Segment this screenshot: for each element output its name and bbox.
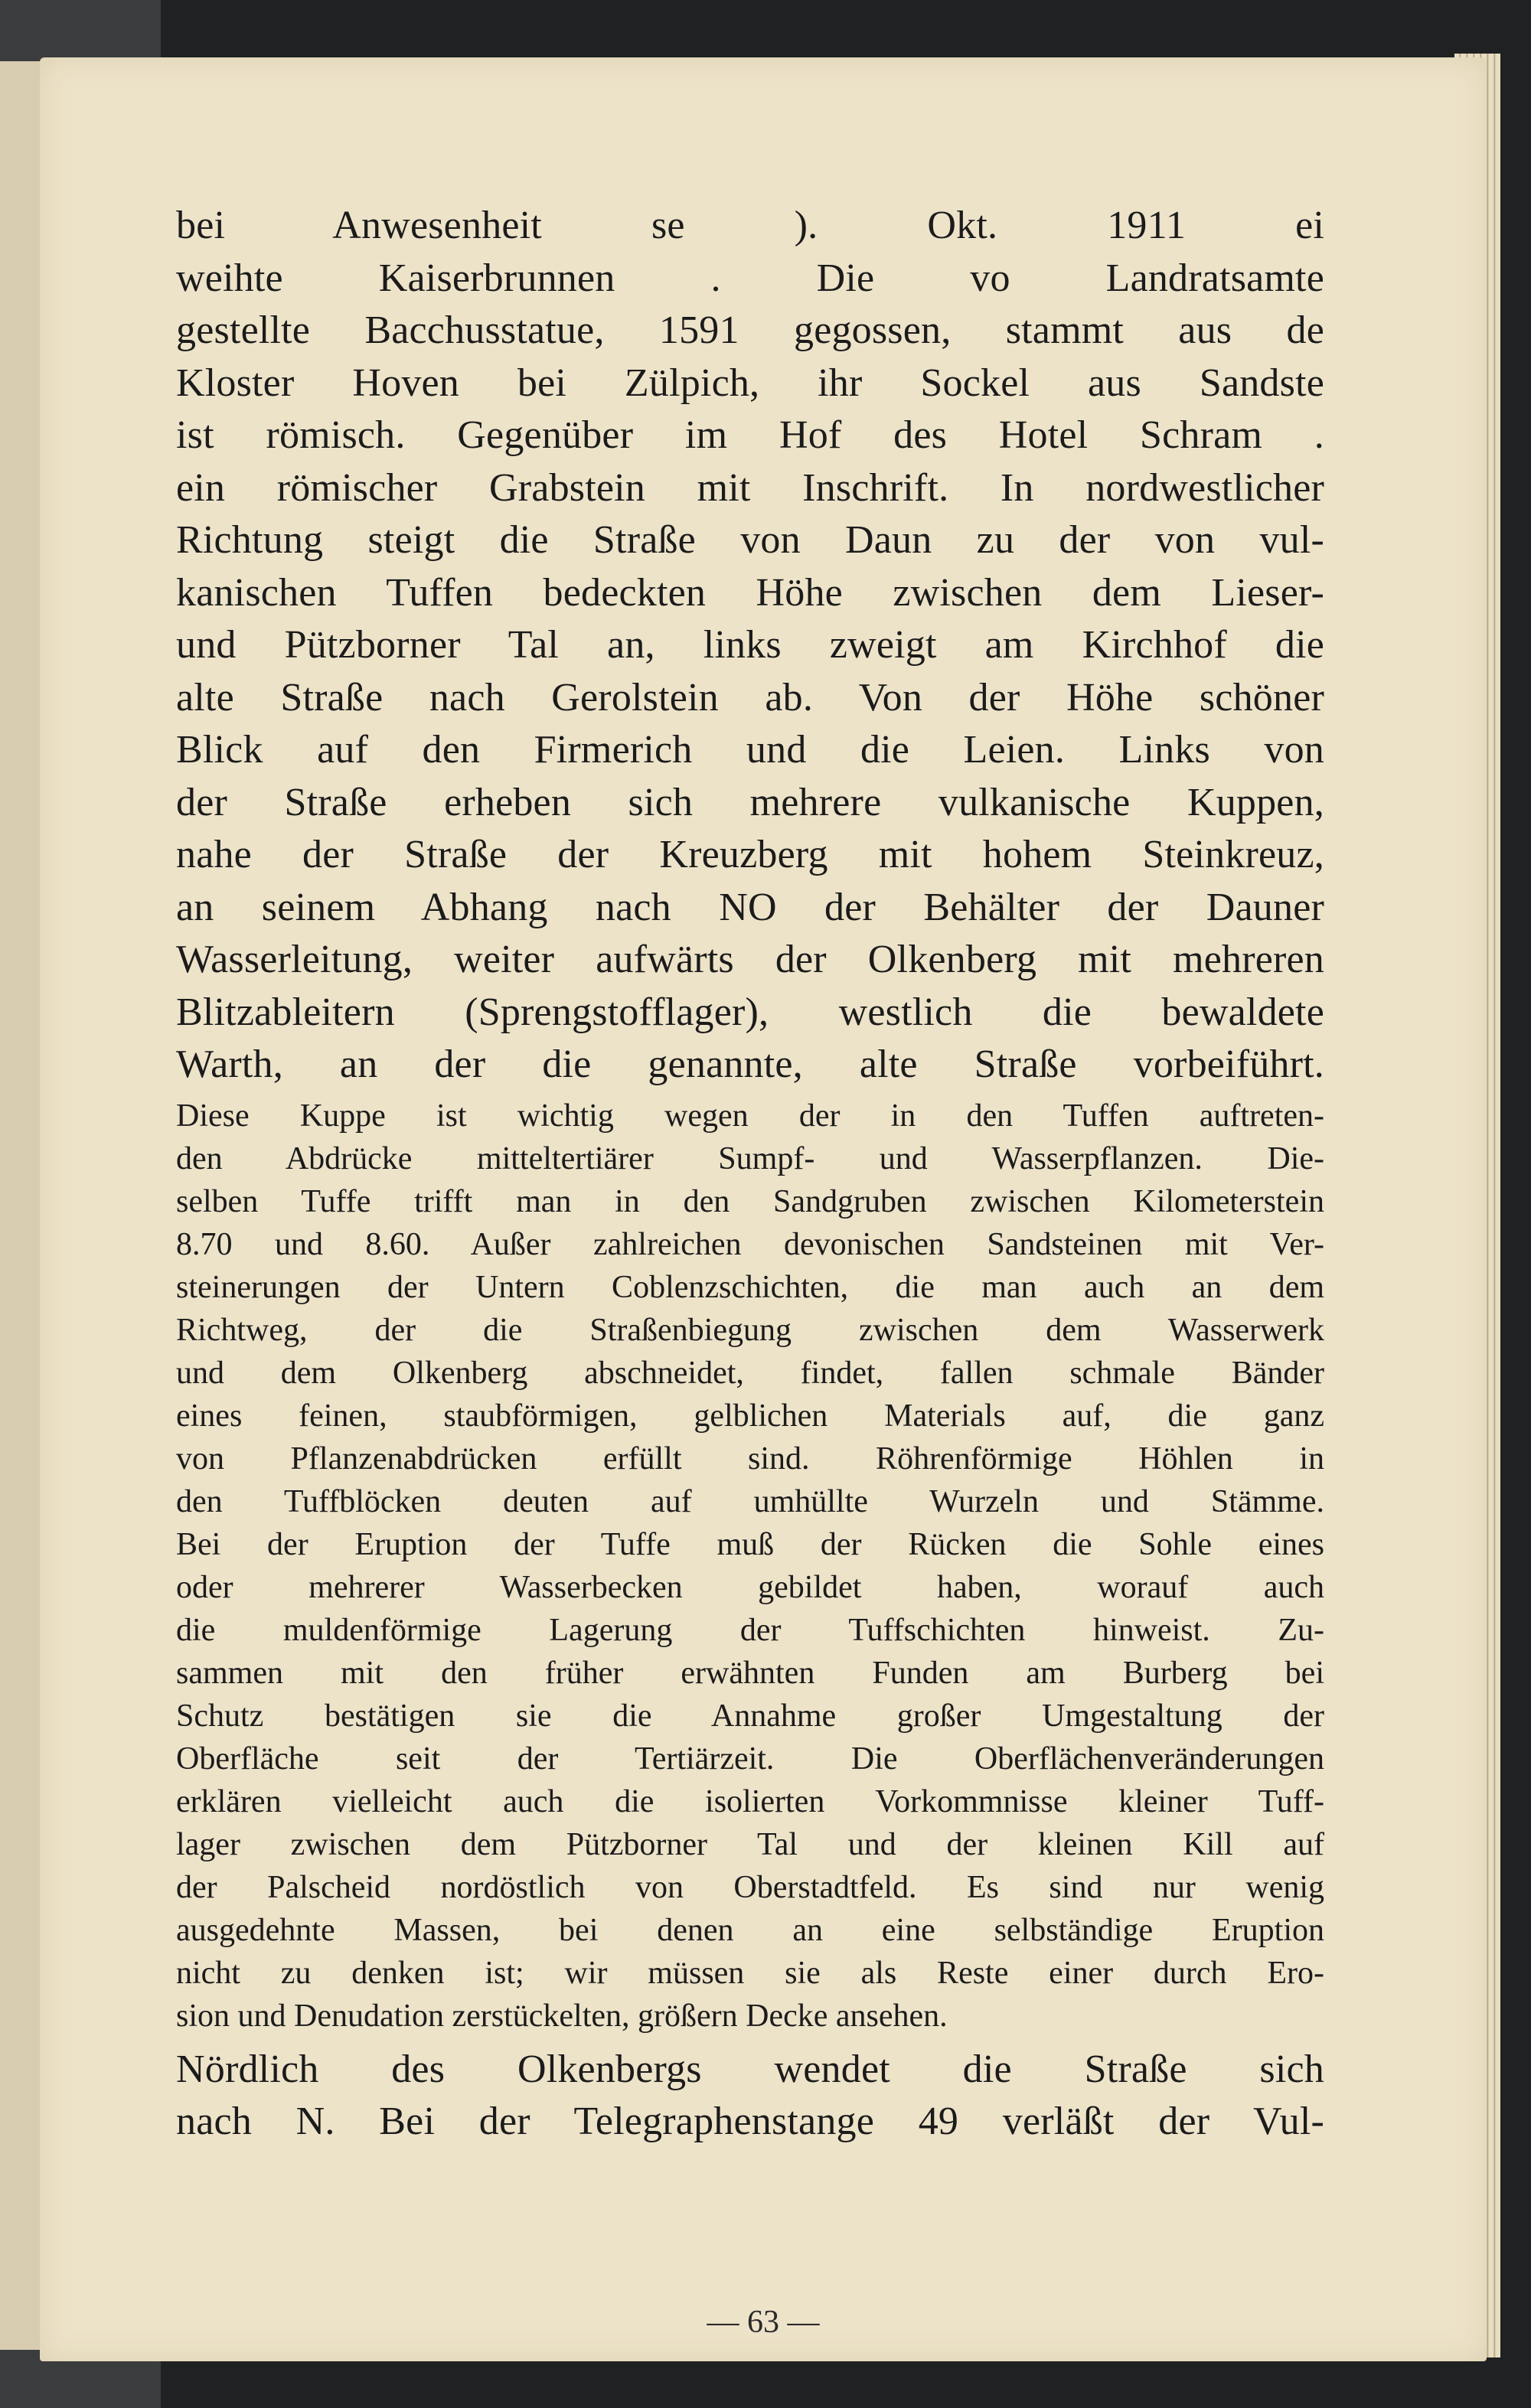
book-page: [40, 57, 1487, 2361]
note-line: Schutz bestätigen sie die Annahme großer Umgestaltung der: [176, 1698, 1324, 1734]
text-line: der Straße erheben sich mehrere vulkanische Kuppen,: [176, 780, 1324, 824]
text-line: Kloster Hoven bei Zülpich, ihr Sockel aus Sandste: [176, 361, 1324, 405]
note-line: Diese Kuppe ist wichtig wegen der in den Tuffen auftreten-: [176, 1098, 1324, 1134]
note-line: Richtweg, der die Straßenbiegung zwischen dem Wasserwerk: [176, 1312, 1324, 1348]
note-line: die muldenförmige Lagerung der Tuffschichten hinweist. Zu-: [176, 1612, 1324, 1648]
note-line: selben Tuffe trifft man in den Sandgruben zwischen Kilometerstein: [176, 1183, 1324, 1219]
note-line: erklären vielleicht auch die isolierten Vorkommnisse kleiner Tuff-: [176, 1783, 1324, 1819]
text-line: bei Anwesenheit se ). Okt. 1911 ei: [176, 204, 1324, 247]
text-line: ein römischer Grabstein mit Inschrift. In nordwestlicher: [176, 465, 1324, 510]
text-line: Blick auf den Firmerich und die Leien. Links von: [176, 728, 1324, 772]
paragraph-main: [176, 200, 1324, 1091]
text-line: gestellte Bacchusstatue, 1591 gegossen, stammt aus de: [176, 308, 1324, 352]
text-line: an seinem Abhang nach NO der Behälter der Dauner: [176, 885, 1324, 929]
text-line: Wasserleitung, weiter aufwärts der Olkenberg mit mehreren: [176, 938, 1324, 981]
text-line: kanischen Tuffen bedeckten Höhe zwischen dem Lieser-: [176, 570, 1324, 615]
text-line: Richtung steigt die Straße von Daun zu der von vul-: [176, 518, 1324, 562]
note-line: der Palscheid nordöstlich von Oberstadtfeld. Es sind nur wenig: [176, 1869, 1324, 1905]
note-line: sammen mit den früher erwähnten Funden am Burberg bei: [176, 1655, 1324, 1691]
text-line: alte Straße nach Gerolstein ab. Von der Höhe schöner: [176, 675, 1324, 719]
note-line: von Pflanzenabdrücken erfüllt sind. Röhrenförmige Höhlen in: [176, 1441, 1324, 1476]
text-line: und Pützborner Tal an, links zweigt am Kirchhof die: [176, 623, 1324, 667]
note-line: eines feinen, staubförmigen, gelblichen Materials auf, die ganz: [176, 1398, 1324, 1434]
note-line: den Abdrücke mitteltertiärer Sumpf- und Wasserpflanzen. Die-: [176, 1140, 1324, 1176]
text-line: nach N. Bei der Telegraphenstange 49 verläßt der Vul-: [176, 2100, 1324, 2143]
text-line: nahe der Straße der Kreuzberg mit hohem Steinkreuz,: [176, 833, 1324, 876]
note-line: nicht zu denken ist; wir müssen sie als Reste einer durch Ero-: [176, 1955, 1324, 1991]
note-line: Bei der Eruption der Tuffe muß der Rücken die Sohle eines: [176, 1526, 1324, 1562]
text-line: Warth, an der die genannte, alte Straße vorbeiführt.: [176, 1042, 1324, 1086]
facing-page-edge: [0, 61, 46, 2350]
note-line: lager zwischen dem Pützborner Tal und der kleinen Kill auf: [176, 1826, 1324, 1862]
note-line: und dem Olkenberg abschneidet, findet, fallen schmale Bänder: [176, 1355, 1324, 1391]
note-line: ausgedehnte Massen, bei denen an eine selbständige Eruption: [176, 1912, 1324, 1948]
paragraph-closing: [176, 2044, 1324, 2149]
text-line: weihte Kaiserbrunnen . Die vo Landratsamte: [176, 256, 1324, 300]
text-line: Blitzableitern (Sprengstofflager), westlich die bewaldete: [176, 990, 1324, 1034]
note-line: sion und Denudation zerstückelten, größern Decke ansehen.: [176, 1998, 948, 2034]
note-line: den Tuffblöcken deuten auf umhüllte Wurzeln und Stämme.: [176, 1483, 1324, 1519]
page-number: — 63 —: [707, 2305, 820, 2340]
note-line: Oberfläche seit der Tertiärzeit. Die Oberflächenveränderungen: [176, 1741, 1324, 1777]
page-text: [176, 195, 1324, 2149]
text-line: ist römisch. Gegenüber im Hof des Hotel Schram .: [176, 413, 1324, 457]
note-line: steinerungen der Untern Coblenzschichten, die man auch an dem: [176, 1269, 1324, 1305]
note-line: oder mehrerer Wasserbecken gebildet haben, worauf auch: [176, 1569, 1324, 1605]
small-print-note: [176, 1095, 1324, 2038]
text-line: Nördlich des Olkenbergs wendet die Straße sich: [176, 2047, 1324, 2091]
note-line: 8.70 und 8.60. Außer zahlreichen devonischen Sandsteinen mit Ver-: [176, 1226, 1324, 1262]
